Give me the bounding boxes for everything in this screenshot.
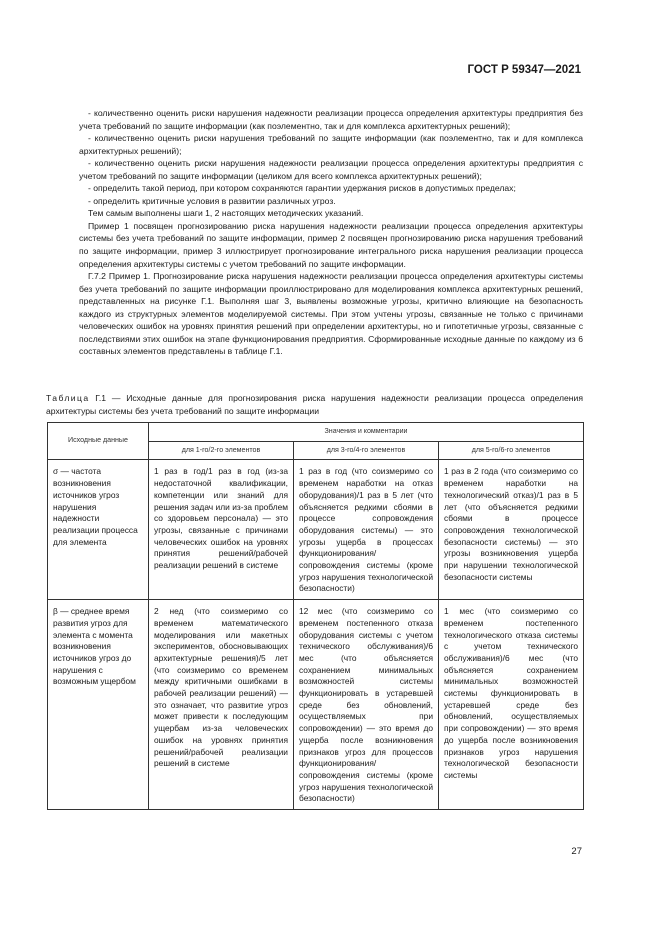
document-id: ГОСТ Р 59347—2021 — [467, 64, 581, 76]
paragraph: - количественно оценить риски нарушения надежности реализации процесса определения архитектуры предприятия без учета требований по защите информации (как поэлементно, так и для комплекса архитектурных решений); — [79, 108, 583, 131]
table-row — [48, 600, 584, 810]
col-header-elements-3-4: для 3-го/4-го элементов — [294, 441, 439, 460]
paragraph: - определить критичные условия в развитии различных угроз. — [88, 195, 336, 206]
table-header-row — [48, 423, 584, 442]
table-cell: 1 раз в год (что соизмеримо со временем наработки на отказ оборудования)/1 раз в 5 лет (что объясняется редкими сбоями в процессе сопровождения оборудования системы) — это угрозы ущерба в процессах функционирования/сопровождения системы (кроме угроз нарушения технологической безопасности) — [294, 460, 439, 600]
table-cell: 1 мес (что соизмеримо со временем постепенного технологического отказа системы с учетом технического обслуживания)/6 мес (что объясняется сохранением минимальных возможностей системы функционировать в устаревшей среде без обновлений, осуществляемых при сопровождении) — это время до ущерба после возникновения признаков угроз нарушения технологической безопасности системы — [439, 600, 584, 810]
body-text — [79, 107, 583, 358]
table-cell: 12 мес (что соизмеримо со временем постепенного отказа оборудования системы с учетом технического обслуживания)/6 мес (что объясняется сохранением минимальных возможностей системы функционировать в устаревшей среде без обновлений, осуществляемых при сопровождении) — это время до ущерба после возникновения признаков угроз для процессов функционирования/сопровождения системы (кроме угроз нарушения технологической безопасности) — [294, 600, 439, 810]
col-header-group: Значения и комментарии — [149, 423, 584, 442]
table-cell: 2 нед (что соизмеримо со временем математического моделирования или макетных экспериментов, обосновывающих архитектурные решения)/5 лет (что соизмеримо со временем между критичными ошибками в рабочей реализации решений) — это означает, что развитие угроз может привести к последующим ущербам из-за человеческих ошибок на уровнях принятия решений/рабочей реализации решений в системе — [149, 600, 294, 810]
paragraph: Г.7.2 Пример 1. Прогнозирование риска нарушения надежности реализации процесса определения архитектуры системы без учета требований по защите информации проиллюстрировано для моделирования комплекса архитектурных решений, представленных на рисунке Г.1. Выполняя шаг 3, выявлены возможные угрозы, критично влияющие на безопасность каждого из структурных элементов моделируемой системы. При этом учтены угрозы, связанные не только с причинами человеческих ошибок на уровнях принятия решений при определении архитектуры, но и гипотетичные угрозы, связанные с последствиями этих ошибок на этапе функционирования предприятия. Сформированные исходные данные по каждому из 6 составных элементов представлены в таблице Г.1. — [79, 271, 583, 357]
paragraph: Тем самым выполнены шаги 1, 2 настоящих методических указаний. — [88, 208, 364, 219]
col-header-source: Исходные данные — [48, 423, 149, 460]
table-caption-word: Таблица — [46, 393, 90, 403]
table-caption — [46, 392, 583, 418]
table-cell: 1 раз в год/1 раз в год (из-за недостаточной квалификации, компетенции или знаний для решения задач или из-за проблем со здоровьем персонала) — это угрозы, связанные с причинами человеческих ошибок на уровнях принятия решений/рабочей реализации решений в системе — [149, 460, 294, 600]
row-label: σ — частота возникновения источников угроз нарушения надежности реализации процесса для элемента — [48, 460, 149, 600]
table-cell: 1 раз в 2 года (что соизмеримо со временем наработки на технологический отказ)/1 раз в 5 лет (что объясняется редкими сбоями в процессе сопровождения технологической безопасности системы) — это угрозы возникновения ущерба при нарушении технологической безопасности системы — [439, 460, 584, 600]
page-number: 27 — [571, 846, 582, 857]
row-label: β — среднее время развития угроз для элемента с момента возникновения источников угроз до нарушения с возможным ущербом — [48, 600, 149, 810]
paragraph: - количественно оценить риски нарушения надежности реализации процесса определения архитектуры предприятия с учетом требований по защите информации (целиком для всего комплекса архитектурных решений); — [79, 158, 583, 181]
paragraph: Пример 1 посвящен прогнозированию риска нарушения надежности реализации процесса определения архитектуры системы без учета требований по защите информации, пример 2 посвящен прогнозированию риска нарушения требований по защите информации, пример 3 иллюстрирует прогнозирование интегрального риска нарушения реализации процесса определения архитектуры системы с учетом требований по защите информации. — [79, 220, 583, 269]
data-table — [47, 422, 584, 810]
col-header-elements-5-6: для 5-го/6-го элементов — [439, 441, 584, 460]
table-caption-text: Г.1 — Исходные данные для прогнозирования риска нарушения надежности реализации процесса определения архитектуры системы без учета требований по защите информации — [46, 393, 583, 416]
table-row — [48, 460, 584, 600]
paragraph: - определить такой период, при котором сохраняются гарантии удержания рисков в допустимых пределах; — [88, 183, 516, 194]
paragraph: - количественно оценить риски нарушения требований по защите информации (как поэлементно, так и для комплекса архитектурных решений); — [79, 133, 583, 156]
col-header-elements-1-2: для 1-го/2-го элементов — [149, 441, 294, 460]
